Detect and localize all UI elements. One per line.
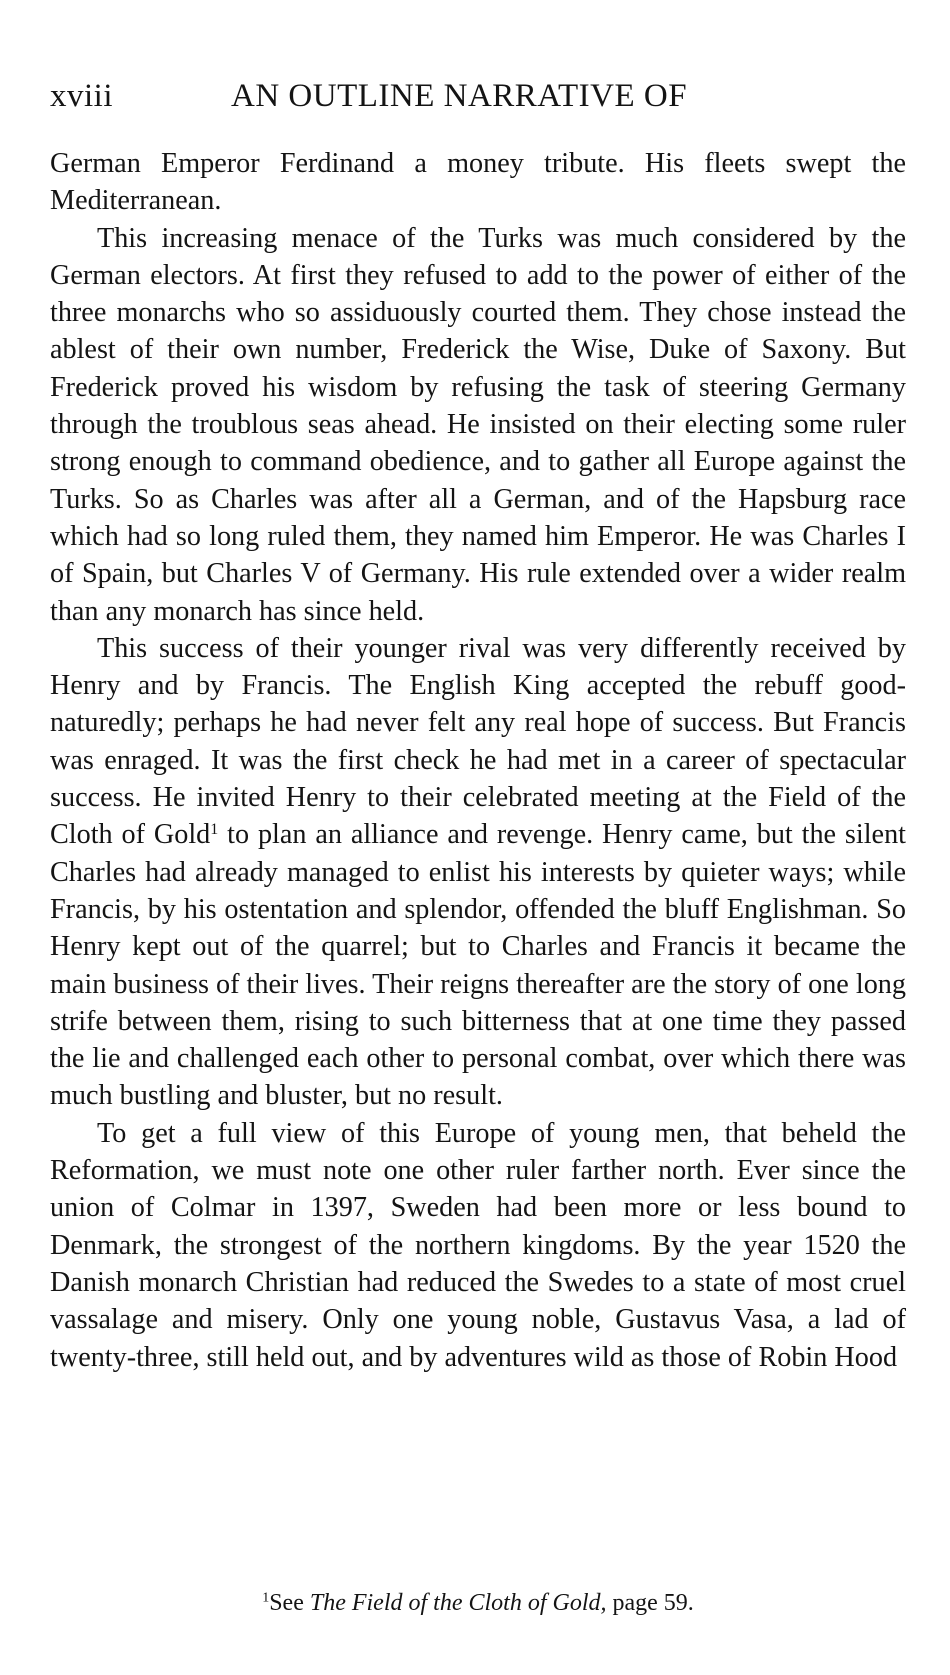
book-page	[50, 0, 906, 1675]
footnote-marker: 1	[262, 1590, 270, 1606]
paragraph-rivals	[50, 630, 906, 1115]
footnote-prefix: See	[269, 1590, 310, 1616]
footnote-suffix: page 59.	[606, 1590, 694, 1616]
paragraph-north: To get a full view of this Europe of young men, that beheld the Reformation, we must note one other ruler farther north. Ever since the union of Colmar in 1397, Sweden had been more or less bound to Denmark, the strongest of the northern kingdoms. By the year 1520 the Danish monarch Christian had reduced the Swedes to a state of most cruel vassalage and misery. Only one young noble, Gustavus Vasa, a lad of twenty-three, still held out, and by adventures wild as those of Robin Hood	[50, 1117, 906, 1373]
footnote-title: The Field of the Cloth of Gold,	[309, 1590, 607, 1616]
paragraph-rivals-text-a: This success of their younger rival was very differently received by Henry and by Francis. The English King accepted the rebuff good-naturedly; perhaps he had never felt any real hope of success. But Francis was enraged. It was the first check he had met in a career of spectacular success. He invited Henry to their celebrated meeting at the Field of the Cloth of Gold	[50, 632, 906, 851]
page-number: xviii	[50, 78, 114, 114]
running-head	[50, 78, 906, 118]
paragraph-electors: This increasing menace of the Turks was much considered by the German electors. At first they refused to add to the power of either of the three monarchs who so assiduously courted them. They chose instead the ablest of their own number, Frederick the Wise, Duke of Saxony. But Frederick proved his wisdom by refusing the task of steering Germany through the troublous seas ahead. He insisted on their electing some ruler strong enough to command obedience, and to gather all Europe against the Turks. So as Charles was after all a German, and of the Hapsburg race which had so long ruled them, they named him Emperor. He was Charles I of Spain, but Charles V of Germany. His rule extended over a wider realm than any monarch has since held.	[50, 222, 906, 627]
paragraph-continued: German Emperor Ferdinand a money tribute. His fleets swept the Mediterranean.	[50, 148, 906, 217]
running-title: AN OUTLINE NARRATIVE OF	[231, 78, 688, 114]
body-text	[50, 145, 906, 1376]
paragraph-rivals-text-b: to plan an alliance and revenge. Henry came, but the silent Charles had already managed to enlist his interests by quieter ways; while Francis, by his ostentation and splendor, offended the bluff Englishman. So Henry kept out of the quarrel; but to Charles and Francis it became the main business of their lives. Their reigns thereafter are the story of one long strife between them, rising to such bitterness that at one time they passed the lie and challenged each other to personal combat, over which there was much bustling and bluster, but no result.	[50, 819, 906, 1112]
footnote-reference[interactable]: 1	[210, 821, 219, 839]
footnote	[50, 1590, 906, 1617]
